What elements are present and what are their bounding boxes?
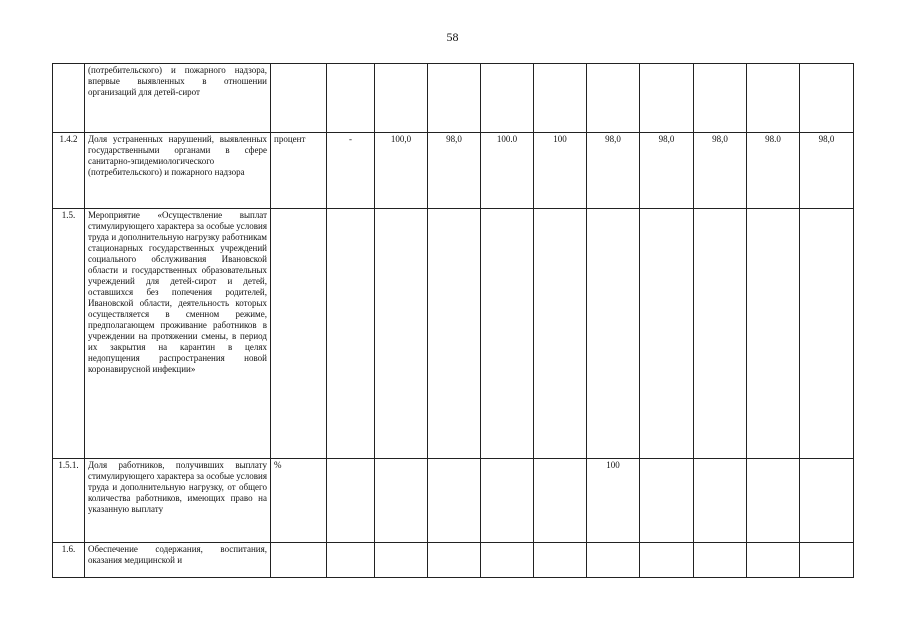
value-cell bbox=[327, 543, 375, 578]
unit-cell bbox=[271, 543, 327, 578]
value-cell bbox=[640, 64, 694, 133]
row-number-cell: 1.5. bbox=[53, 209, 85, 459]
value-cell bbox=[428, 64, 481, 133]
value-cell bbox=[327, 64, 375, 133]
value-cell bbox=[747, 459, 800, 543]
value-cell: 98,0 bbox=[694, 133, 747, 209]
value-cell bbox=[327, 459, 375, 543]
value-cell bbox=[800, 64, 854, 133]
value-cell: 98,0 bbox=[428, 133, 481, 209]
indicator-description-cell: Обеспечение содержания, воспитания, оказания медицинской и bbox=[85, 543, 271, 578]
value-cell: 98,0 bbox=[587, 133, 640, 209]
row-number-cell: 1.4.2 bbox=[53, 133, 85, 209]
value-cell bbox=[800, 209, 854, 459]
value-cell: 100,0 bbox=[375, 133, 428, 209]
value-cell bbox=[428, 209, 481, 459]
row-number-cell bbox=[53, 64, 85, 133]
table-row bbox=[53, 209, 854, 459]
value-cell bbox=[747, 543, 800, 578]
value-cell bbox=[640, 543, 694, 578]
value-cell bbox=[534, 64, 587, 133]
value-cell bbox=[587, 543, 640, 578]
value-cell bbox=[534, 543, 587, 578]
unit-cell: % bbox=[271, 459, 327, 543]
unit-cell: процент bbox=[271, 133, 327, 209]
value-cell: 100.0 bbox=[481, 133, 534, 209]
value-cell bbox=[800, 543, 854, 578]
value-cell bbox=[694, 459, 747, 543]
value-cell bbox=[481, 543, 534, 578]
value-cell: 100 bbox=[534, 133, 587, 209]
indicator-description-cell: Доля работников, получивших выплату стимулирующего характера за особые условия труда и дополнительную нагрузку, от общего количества работников, имеющих право на указанную выплату bbox=[85, 459, 271, 543]
table-row bbox=[53, 543, 854, 578]
row-number-cell: 1.5.1. bbox=[53, 459, 85, 543]
value-cell bbox=[375, 64, 428, 133]
table-row bbox=[53, 133, 854, 209]
indicator-description-cell: (потребительского) и пожарного надзора, впервые выявленных в отношении организаций для детей-сирот bbox=[85, 64, 271, 133]
value-cell bbox=[800, 459, 854, 543]
value-cell bbox=[694, 209, 747, 459]
row-number-cell: 1.6. bbox=[53, 543, 85, 578]
value-cell bbox=[375, 209, 428, 459]
value-cell bbox=[534, 459, 587, 543]
value-cell: - bbox=[327, 133, 375, 209]
table-row bbox=[53, 64, 854, 133]
value-cell: 98,0 bbox=[800, 133, 854, 209]
unit-cell bbox=[271, 64, 327, 133]
value-cell: 98.0 bbox=[747, 133, 800, 209]
indicator-description-cell: Мероприятие «Осуществление выплат стимулирующего характера за особые условия труда и дополнительную нагрузку работникам стационарных государственных учреждений социального обслуживания Ивановской области и государственных образовательных учреждений для детей-сирот и детей, оставшихся без попечения родителей, Ивановской области, деятельность которых осуществляется в сменном режиме, предполагающем проживание работников в учреждении на протяжении смены, в период их закрытия на карантин в целях недопущения распространения новой коронавирусной инфекции» bbox=[85, 209, 271, 459]
unit-cell bbox=[271, 209, 327, 459]
value-cell: 100 bbox=[587, 459, 640, 543]
value-cell bbox=[587, 64, 640, 133]
value-cell bbox=[428, 459, 481, 543]
value-cell bbox=[481, 209, 534, 459]
value-cell bbox=[747, 64, 800, 133]
value-cell bbox=[694, 64, 747, 133]
value-cell bbox=[534, 209, 587, 459]
value-cell bbox=[640, 459, 694, 543]
value-cell bbox=[694, 543, 747, 578]
value-cell bbox=[481, 459, 534, 543]
value-cell bbox=[587, 209, 640, 459]
value-cell bbox=[428, 543, 481, 578]
table-row bbox=[53, 459, 854, 543]
indicator-description-cell: Доля устраненных нарушений, выявленных государственными органами в сфере санитарно-эпидемиологического (потребительского) и пожарного надзора bbox=[85, 133, 271, 209]
value-cell bbox=[327, 209, 375, 459]
value-cell bbox=[481, 64, 534, 133]
page-number: 58 bbox=[446, 30, 459, 44]
value-cell bbox=[640, 209, 694, 459]
indicator-table bbox=[52, 63, 854, 578]
value-cell bbox=[747, 209, 800, 459]
value-cell bbox=[375, 543, 428, 578]
value-cell bbox=[375, 459, 428, 543]
value-cell: 98,0 bbox=[640, 133, 694, 209]
